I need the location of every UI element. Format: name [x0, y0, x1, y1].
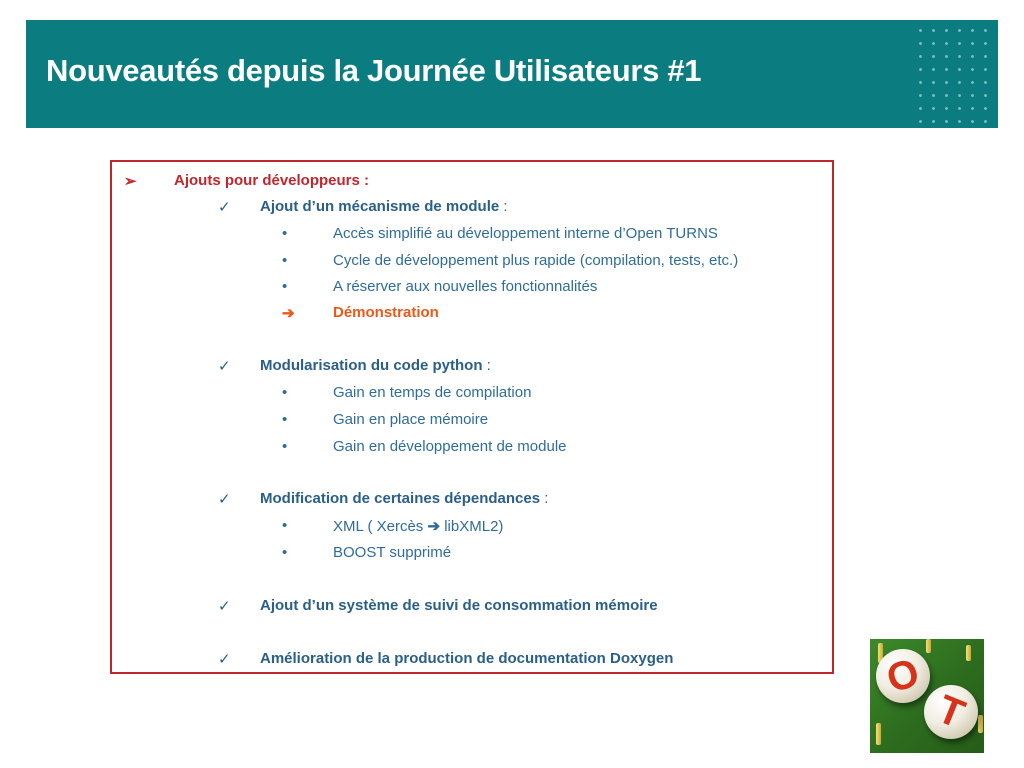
sub-item-label-prefix: XML ( Xercès	[333, 518, 428, 535]
bullet-icon: •	[282, 438, 288, 455]
checkmark-icon: ✓	[218, 651, 231, 668]
item-label: Modification de certaines dépendances	[260, 490, 541, 507]
arrowhead-bullet-icon: ➢	[124, 173, 137, 190]
sub-item-label: Cycle de développement plus rapide (compilation, tests, etc.)	[333, 252, 739, 269]
slide-title: Nouveautés depuis la Journée Utilisateurs #1	[46, 53, 702, 88]
content-box	[110, 160, 834, 674]
open-turns-logo	[870, 639, 984, 753]
bullet-icon: •	[282, 278, 288, 295]
item-label: Ajout d’un mécanisme de module	[260, 198, 500, 215]
bullet-icon: •	[282, 411, 288, 428]
item-label: Modularisation du code python	[260, 357, 483, 374]
bullet-icon: •	[282, 517, 288, 534]
sub-item-label: Gain en place mémoire	[333, 411, 489, 428]
slide-header	[26, 20, 998, 128]
dot-pattern-decoration	[914, 24, 992, 124]
section-heading-label: Ajouts pour développeurs :	[174, 172, 370, 189]
bullet-icon: •	[282, 252, 288, 269]
item-label: Ajout d’un système de suivi de consommation mémoire	[260, 597, 658, 614]
bullet-icon: •	[282, 544, 288, 561]
bullet-icon: •	[282, 384, 288, 401]
peg-decoration	[978, 715, 983, 733]
sub-item-label: Accès simplifié au développement interne d’Open TURNS	[333, 225, 718, 242]
sub-item-label-suffix: libXML2)	[440, 518, 504, 535]
bullet-icon: •	[282, 225, 288, 242]
right-arrow-icon: ➔	[282, 305, 295, 322]
item-suffix: :	[499, 198, 508, 215]
peg-decoration	[926, 639, 931, 653]
sub-item-label: Gain en développement de module	[333, 438, 567, 455]
checkmark-icon: ✓	[218, 491, 231, 508]
peg-decoration	[966, 645, 971, 661]
sub-item-label: BOOST supprimé	[333, 544, 452, 561]
peg-decoration	[876, 723, 881, 745]
sub-item-label: Gain en temps de compilation	[333, 384, 532, 401]
item-suffix: :	[540, 490, 549, 507]
logo-ball-t	[924, 685, 978, 739]
logo-letter-o: O	[881, 649, 925, 702]
logo-letter-t: T	[931, 686, 971, 737]
checkmark-icon: ✓	[218, 358, 231, 375]
item-label: Amélioration de la production de documentation Doxygen	[260, 650, 674, 667]
checkmark-icon: ✓	[218, 199, 231, 216]
demonstration-label: Démonstration	[333, 304, 439, 321]
item-suffix: :	[482, 357, 491, 374]
logo-ball-o	[876, 649, 930, 703]
sub-item-label: A réserver aux nouvelles fonctionnalités	[333, 278, 598, 295]
right-arrow-icon: ➔	[427, 518, 441, 535]
checkmark-icon: ✓	[218, 598, 231, 615]
